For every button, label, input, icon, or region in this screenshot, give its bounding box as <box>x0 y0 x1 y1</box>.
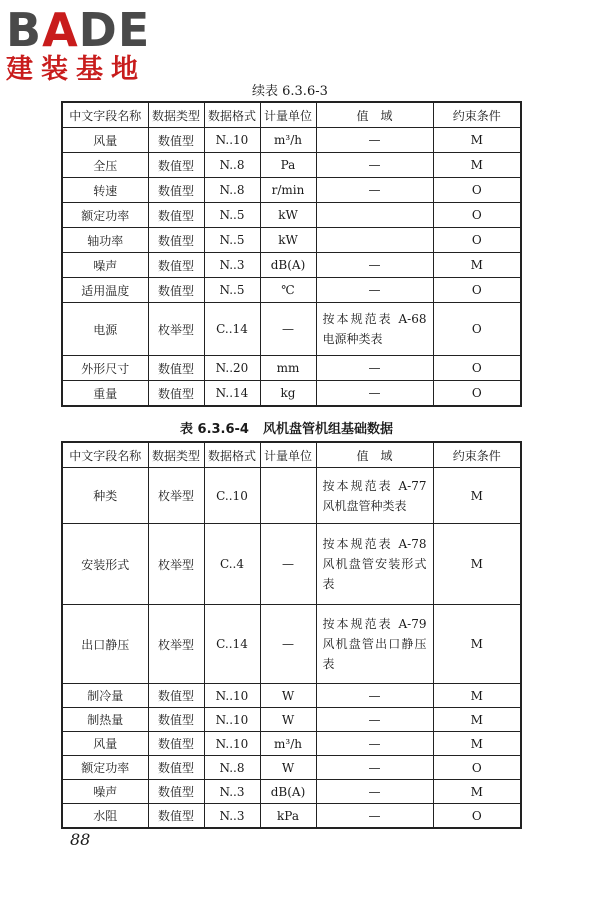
table-row <box>62 780 521 804</box>
table-cell: 制冷量 <box>62 684 148 708</box>
table-row <box>62 756 521 780</box>
logo-wordmark: BADE <box>6 3 151 57</box>
table-cell: 数值型 <box>148 203 204 228</box>
table-cell: 重量 <box>62 381 148 407</box>
table-cell: W <box>260 684 316 708</box>
table-row <box>62 153 521 178</box>
table-cell: M <box>433 128 521 153</box>
column-header: 约束条件 <box>433 442 521 468</box>
table-cell: 噪声 <box>62 253 148 278</box>
table-cell: kg <box>260 381 316 407</box>
table-cell: M <box>433 780 521 804</box>
table-row <box>62 203 521 228</box>
table-cell: — <box>316 153 433 178</box>
table-cell: 种类 <box>62 468 148 524</box>
table-cell: O <box>433 804 521 829</box>
table-cell: 数值型 <box>148 804 204 829</box>
table-cell: 枚举型 <box>148 468 204 524</box>
table-row <box>62 303 521 356</box>
column-header: 数据类型 <box>148 102 204 128</box>
table-cell: O <box>433 228 521 253</box>
table-row <box>62 684 521 708</box>
column-header: 数据格式 <box>204 442 260 468</box>
table-cell: 转速 <box>62 178 148 203</box>
table-cell: — <box>316 684 433 708</box>
table-cell: 数值型 <box>148 356 204 381</box>
table-cell: 枚举型 <box>148 524 204 605</box>
table-cell: 数值型 <box>148 684 204 708</box>
table-cell: 额定功率 <box>62 203 148 228</box>
table-cell: N..3 <box>204 804 260 829</box>
table-cell: 制热量 <box>62 708 148 732</box>
table-cell: N..5 <box>204 203 260 228</box>
table-cell: 水阻 <box>62 804 148 829</box>
table-cell: W <box>260 708 316 732</box>
table-cell: — <box>316 278 433 303</box>
table-cell: — <box>316 732 433 756</box>
page-number: 88 <box>70 830 91 849</box>
table-cell: C..4 <box>204 524 260 605</box>
table-row <box>62 708 521 732</box>
table-cell: O <box>433 303 521 356</box>
table-cell: 数值型 <box>148 780 204 804</box>
table-cell <box>316 203 433 228</box>
table-cell: 枚举型 <box>148 303 204 356</box>
table-cell: 风量 <box>62 128 148 153</box>
table-cell: 出口静压 <box>62 605 148 684</box>
table-cell: 适用温度 <box>62 278 148 303</box>
table-row <box>62 524 521 605</box>
table-cell: N..10 <box>204 128 260 153</box>
table-row <box>62 468 521 524</box>
table-cell: O <box>433 756 521 780</box>
table-cell <box>316 228 433 253</box>
table-cell: r/min <box>260 178 316 203</box>
table-cell: dB(A) <box>260 253 316 278</box>
table1-caption: 续表 6.3.6-3 <box>252 84 328 99</box>
table-cell: W <box>260 756 316 780</box>
table-cell: 数值型 <box>148 732 204 756</box>
table-cell: M <box>433 605 521 684</box>
table-cell: N..14 <box>204 381 260 407</box>
table-cell: kW <box>260 203 316 228</box>
table-cell: O <box>433 178 521 203</box>
table-cell: — <box>260 605 316 684</box>
table-cell: M <box>433 732 521 756</box>
table-cell: M <box>433 153 521 178</box>
table-cell: — <box>316 780 433 804</box>
table-cell: — <box>260 524 316 605</box>
fan-coil-data-table <box>61 441 522 829</box>
table-cell: 按本规范表 A-78 风机盘管安装形式表 <box>316 524 433 605</box>
table-row <box>62 381 521 407</box>
table-cell: C..14 <box>204 303 260 356</box>
table-cell: 按本规范表 A-79 风机盘管出口静压表 <box>316 605 433 684</box>
bade-logo <box>6 4 176 86</box>
table2-caption: 表 6.3.6-4 风机盘管机组基础数据 <box>180 422 393 437</box>
table1-header-row <box>62 102 521 128</box>
column-header: 约束条件 <box>433 102 521 128</box>
table-cell: kPa <box>260 804 316 829</box>
table-cell: Pa <box>260 153 316 178</box>
table-cell: N..8 <box>204 756 260 780</box>
table-row <box>62 178 521 203</box>
table-cell: — <box>316 708 433 732</box>
table-cell: N..10 <box>204 708 260 732</box>
table-cell: 额定功率 <box>62 756 148 780</box>
table-cell: 全压 <box>62 153 148 178</box>
table-cell: N..20 <box>204 356 260 381</box>
table-cell: N..3 <box>204 780 260 804</box>
table-cell: 外形尺寸 <box>62 356 148 381</box>
table-cell: 按本规范表 A-77 风机盘管种类表 <box>316 468 433 524</box>
table-cell: — <box>316 804 433 829</box>
column-header: 值 域 <box>316 442 433 468</box>
logo-tagline: 建装基地 <box>6 54 146 85</box>
table-row <box>62 278 521 303</box>
table-row <box>62 253 521 278</box>
table-row <box>62 128 521 153</box>
table-cell: 数值型 <box>148 253 204 278</box>
table-cell: N..10 <box>204 684 260 708</box>
table-cell: m³/h <box>260 128 316 153</box>
table-cell: 枚举型 <box>148 605 204 684</box>
table-cell: C..10 <box>204 468 260 524</box>
table-cell: 数值型 <box>148 178 204 203</box>
table-cell: 数值型 <box>148 128 204 153</box>
table-cell: N..8 <box>204 153 260 178</box>
table-cell: mm <box>260 356 316 381</box>
table-cell: M <box>433 708 521 732</box>
table-cell: — <box>316 756 433 780</box>
table-cell: 按本规范表 A-68 电源种类表 <box>316 303 433 356</box>
table-cell: 数值型 <box>148 756 204 780</box>
table-cell: 电源 <box>62 303 148 356</box>
table-cell: 数值型 <box>148 278 204 303</box>
column-header: 计量单位 <box>260 102 316 128</box>
table-cell: M <box>433 468 521 524</box>
table-cell: M <box>433 253 521 278</box>
table-cell: — <box>316 381 433 407</box>
table-cell: 数值型 <box>148 381 204 407</box>
table-cell: M <box>433 524 521 605</box>
table-cell: 风量 <box>62 732 148 756</box>
column-header: 计量单位 <box>260 442 316 468</box>
table-row <box>62 732 521 756</box>
column-header: 值 域 <box>316 102 433 128</box>
table-cell: 数值型 <box>148 708 204 732</box>
table-cell: — <box>316 356 433 381</box>
column-header: 数据类型 <box>148 442 204 468</box>
table-cell: ℃ <box>260 278 316 303</box>
column-header: 中文字段名称 <box>62 102 148 128</box>
table-cell: N..8 <box>204 178 260 203</box>
table-cell: kW <box>260 228 316 253</box>
table-cell: O <box>433 356 521 381</box>
table2-header-row <box>62 442 521 468</box>
table-row <box>62 804 521 829</box>
table-cell: — <box>316 253 433 278</box>
table-row <box>62 228 521 253</box>
fan-data-table <box>61 101 522 407</box>
table-cell: M <box>433 684 521 708</box>
table-row <box>62 356 521 381</box>
table-cell: O <box>433 203 521 228</box>
column-header: 中文字段名称 <box>62 442 148 468</box>
table-cell: 噪声 <box>62 780 148 804</box>
table-cell: N..5 <box>204 278 260 303</box>
table-cell: m³/h <box>260 732 316 756</box>
table-cell: O <box>433 278 521 303</box>
table-cell: N..3 <box>204 253 260 278</box>
table-cell: C..14 <box>204 605 260 684</box>
table-cell: N..10 <box>204 732 260 756</box>
table-cell: N..5 <box>204 228 260 253</box>
table-cell: 轴功率 <box>62 228 148 253</box>
table-cell: 数值型 <box>148 153 204 178</box>
column-header: 数据格式 <box>204 102 260 128</box>
table-row <box>62 605 521 684</box>
table-cell <box>260 468 316 524</box>
table-cell: O <box>433 381 521 407</box>
table-cell: — <box>316 178 433 203</box>
table-cell: — <box>316 128 433 153</box>
table-cell: 安装形式 <box>62 524 148 605</box>
table-cell: dB(A) <box>260 780 316 804</box>
table-cell: — <box>260 303 316 356</box>
table-cell: 数值型 <box>148 228 204 253</box>
